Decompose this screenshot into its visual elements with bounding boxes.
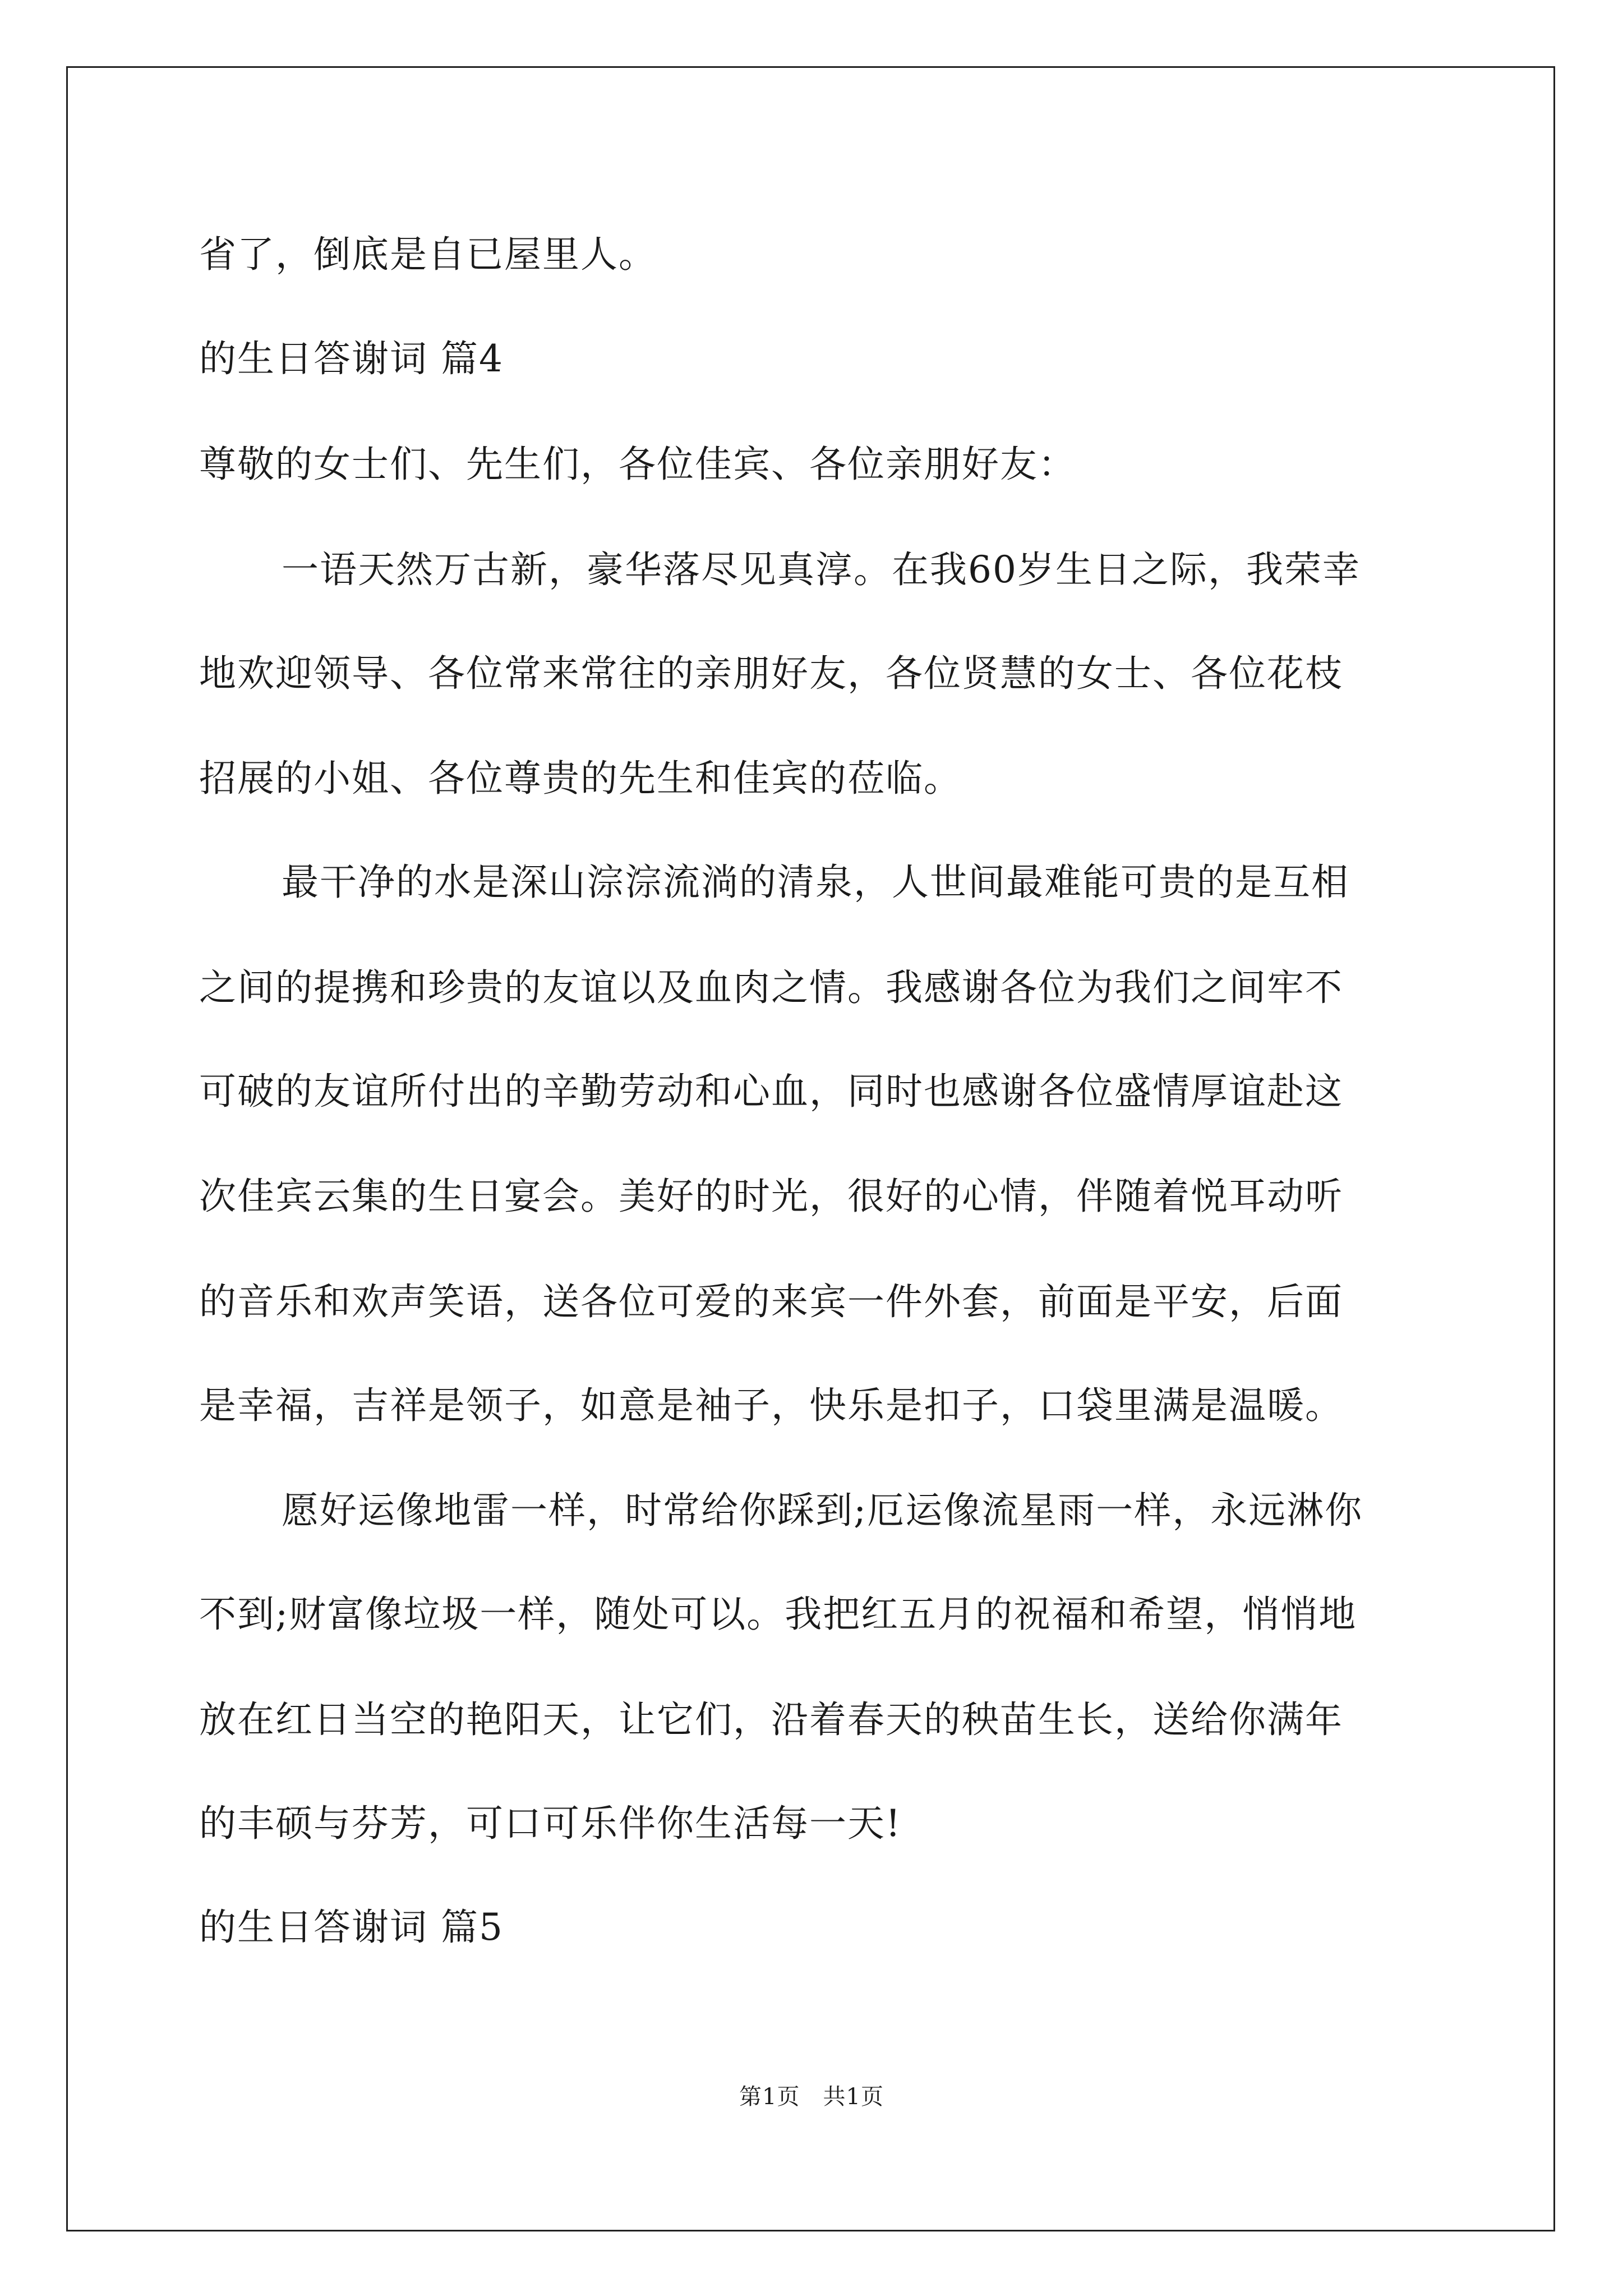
paragraph-1-line-2: 地欢迎领导、各位常来常往的亲朋好友，各位贤慧的女士、各位花枝 xyxy=(199,652,1343,695)
section-heading-4: 的生日答谢词 篇4 xyxy=(199,337,504,380)
salutation-line: 尊敬的女士们、先生们，各位佳宾、各位亲朋好友： xyxy=(199,443,1076,486)
paragraph-3-line-1: 愿好运像地雷一样，时常给你踩到;厄运像流星雨一样，永远淋你 xyxy=(282,1489,1363,1532)
paragraph-3-line-4: 的丰硕与芬芳，可口可乐伴你生活每一天! xyxy=(199,1802,902,1845)
paragraph-2-line-4: 次佳宾云集的生日宴会。美好的时光，很好的心情，伴随着悦耳动听 xyxy=(199,1175,1343,1218)
paragraph-2-line-6: 是幸福，吉祥是领子，如意是袖子，快乐是扣子，口袋里满是温暖。 xyxy=(199,1384,1343,1427)
page-footer: 第1页 共1页 xyxy=(739,2084,884,2110)
paragraph-1-line-3: 招展的小姐、各位尊贵的先生和佳宾的莅临。 xyxy=(199,757,962,800)
paragraph-3-line-3: 放在红日当空的艳阳天，让它们，沿着春天的秧苗生长，送给你满年 xyxy=(199,1698,1343,1741)
paragraph-2-line-2: 之间的提携和珍贵的友谊以及血肉之情。我感谢各位为我们之间牢不 xyxy=(199,966,1343,1009)
paragraph-3-line-2: 不到;财富像垃圾一样，随处可以。我把红五月的祝福和希望，悄悄地 xyxy=(199,1593,1357,1636)
paragraph-2-line-3: 可破的友谊所付出的辛勤劳动和心血，同时也感谢各位盛情厚谊赴这 xyxy=(199,1070,1343,1113)
section-heading-5: 的生日答谢词 篇5 xyxy=(199,1906,504,1949)
paragraph-2-line-5: 的音乐和欢声笑语，送各位可爱的来宾一件外套，前面是平安，后面 xyxy=(199,1280,1343,1323)
text-line-continuation: 省了，倒底是自已屋里人。 xyxy=(199,233,657,276)
paragraph-2-line-1: 最干净的水是深山淙淙流淌的清泉，人世间最难能可贵的是互相 xyxy=(282,861,1349,904)
paragraph-1-line-1: 一语天然万古新，豪华落尽见真淳。在我60岁生日之际，我荣幸 xyxy=(282,548,1361,591)
